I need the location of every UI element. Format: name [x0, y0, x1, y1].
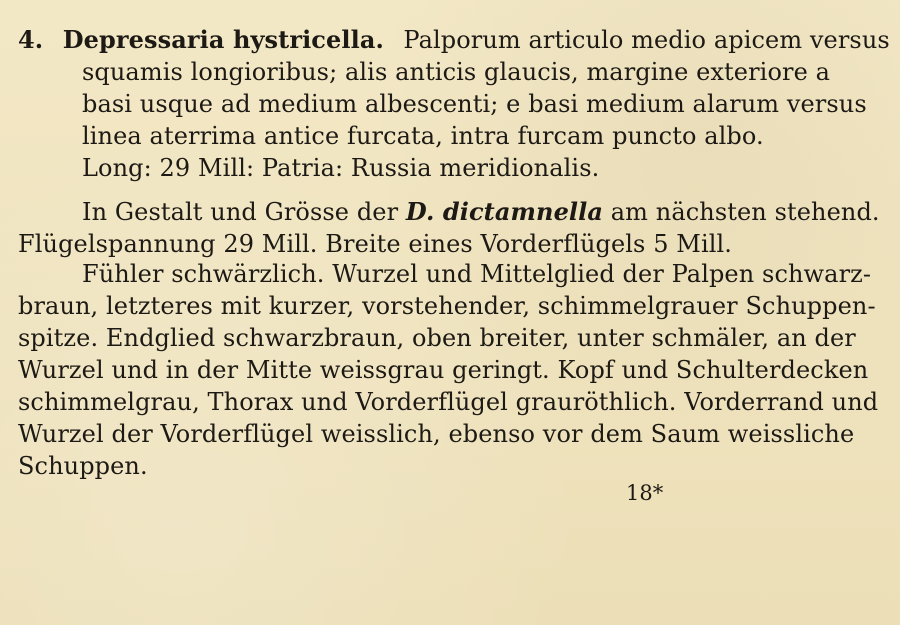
- description-line-1: Palporum articulo medio apicem versus: [403, 26, 890, 54]
- paragraph-1-line-2-text: Flügelspannung 29 Mill. Breite eines Vorderflügels 5 Mill.: [18, 230, 733, 258]
- paragraph-2-line-6: [18, 420, 855, 448]
- paragraph-1-suffix: am nächsten stehend.: [610, 198, 880, 226]
- paragraph-1-line-1: [82, 197, 880, 226]
- paragraph-2-line-2: [18, 292, 876, 320]
- paragraph-2-line-5: [18, 388, 879, 416]
- description-line-3-text: basi usque ad medium albescenti; e basi medium alarum versus: [82, 90, 867, 118]
- description-line-5-text: Long: 29 Mill: Patria: Russia meridionalis.: [82, 154, 600, 182]
- species-title: Depressaria hystricella.: [62, 25, 384, 54]
- paragraph-2-line-3: [18, 324, 856, 352]
- paragraph-2-line-5-text: schimmelgrau, Thorax und Vorderflügel grauröthlich. Vorderrand und: [18, 388, 879, 416]
- description-line-3: [82, 90, 867, 118]
- description-line-2-text: squamis longioribus; alis anticis glaucis, margine exteriore a: [82, 58, 831, 86]
- signature-mark: 18*: [626, 481, 664, 505]
- paragraph-2-line-4-text: Wurzel und in der Mitte weissgrau geringt. Kopf und Schulterdecken: [18, 356, 869, 384]
- paragraph-2-line-1-text: Fühler schwärzlich. Wurzel und Mittelglied der Palpen schwarz-: [82, 260, 872, 288]
- paragraph-2-line-2-text: braun, letzteres mit kurzer, vorstehender, schimmelgrauer Schuppen-: [18, 292, 876, 320]
- paragraph-2-line-7: [18, 454, 800, 478]
- entry-heading-line: [18, 25, 890, 54]
- paragraph-2-line-7-text: Schuppen.: [18, 452, 148, 480]
- paragraph-2-line-4: [18, 356, 869, 384]
- paragraph-2-line-1: [82, 260, 872, 288]
- paragraph-2-line-3-text: spitze. Endglied schwarzbraun, oben breiter, unter schmäler, an der: [18, 324, 856, 352]
- description-line-5: [82, 156, 800, 180]
- description-line-4: [82, 124, 800, 148]
- description-line-2: [82, 58, 831, 86]
- paragraph-1-prefix: In Gestalt und Grösse der: [82, 198, 399, 226]
- comparison-species: D. dictamnella: [405, 197, 604, 226]
- description-line-4-text: linea aterrima antice furcata, intra furcam puncto albo.: [82, 122, 764, 150]
- paragraph-2-line-6-text: Wurzel der Vorderflügel weisslich, ebenso vor dem Saum weissliche: [18, 420, 855, 448]
- paragraph-1-line-2: [18, 232, 800, 256]
- entry-number: 4.: [18, 25, 44, 54]
